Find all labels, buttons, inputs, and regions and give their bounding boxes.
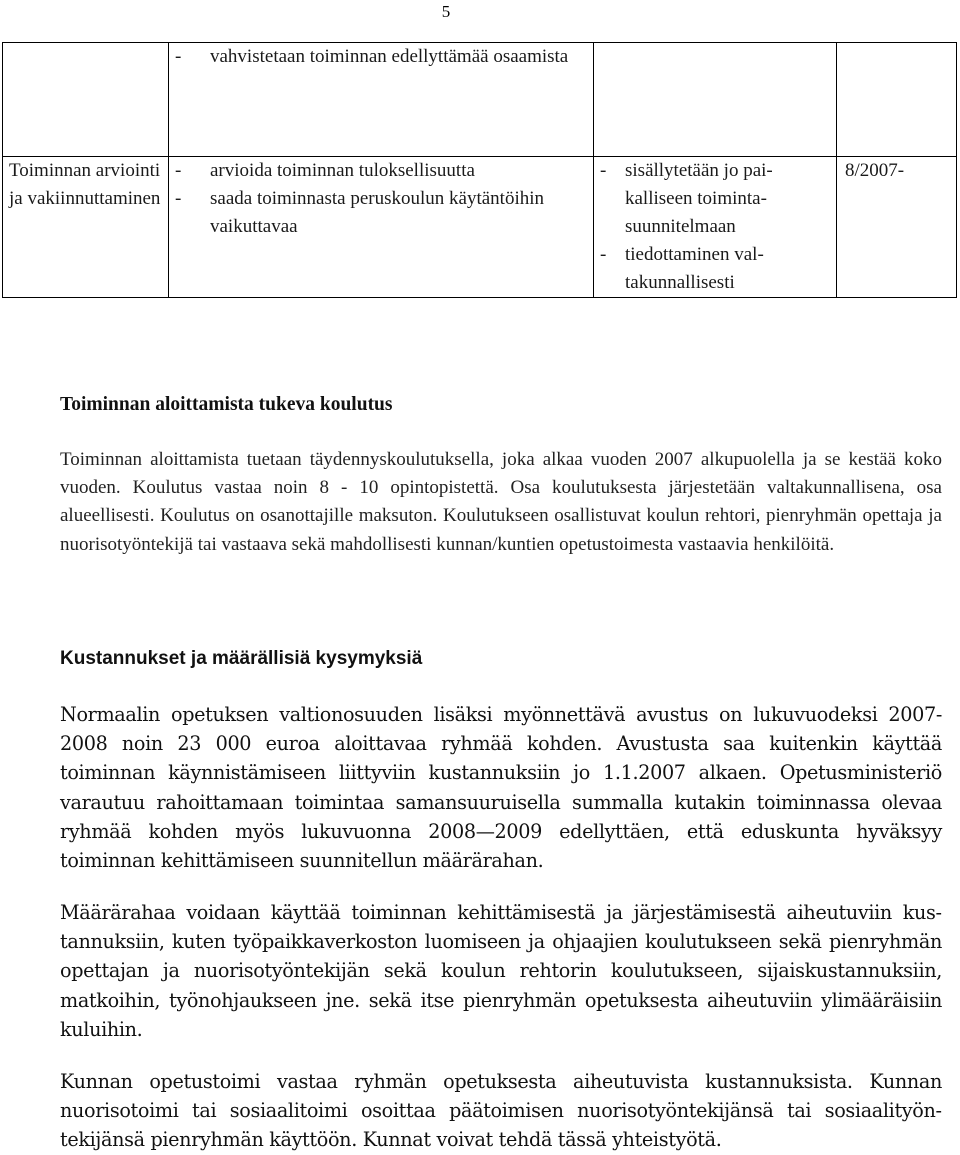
training-paragraph: Toiminnan aloittamista tuetaan täydennyskoulutuksella, joka alkaa vuoden 2007 alkupuolella ja se kestää koko vuoden. Koulutus vastaa noin 8 - 10 opintopistettä. Osa koulutuksesta järjestetään valtakunnallisena, osa alueellisesti. Koulutus on osanottajille maksuton. Koulutukseen osallistuvat koulun rehtori, pienryhmän opettaja ja nuorisotyöntekijä tai vastaava sekä mahdollisesti kunnan/kuntien opetustoimesta vastaavia henkilöitä. [60,449,942,555]
table-row [3,43,957,157]
measures-list [600,157,830,297]
table-cell-goals [169,157,594,298]
table-cell-goals [169,43,594,157]
table-cell-phase: Toiminnan arviointi ja vakiinnuttaminen [3,157,169,298]
table-cell-measures [594,157,837,298]
costs-paragraph-3: Kunnan opetustoimi vastaa ryhmän opetuksesta aiheutuvista kustannuksista. Kunnan nuorisotoimi tai sosiaalitoimi osoittaa päätoimisen nuorisotyöntekijänsä tai sosiaalityöntekijänsä pienryhmän käyttöön. Kunnat voivat tehdä tässä yhteistyötä. [60,1070,942,1152]
page-number: 5 [441,2,451,21]
table-cell-schedule [837,157,957,298]
section-heading-costs: Kustannukset ja määrällisiä kysymyksiä [60,648,423,669]
costs-paragraph-1: Normaalin opetuksen valtionosuuden lisäksi myönnettävä avustus on lukuvuodeksi 2007-2008 noin 23 000 euroa aloittavaa ryhmää kohden. Avustusta saa kuitenkin käyttää toiminnan käynnistämiseen liittyviin kustannuksiin jo 1.1.2007 alkaen. Opetusministeriö varautuu rahoittamaan toimintaa samansuuruisella summalla kutakin toiminnassa olevaa ryhmää kohden myös lukuvuonna 2008—2009 edellyttäen, että eduskunta hyväksyy toiminnan kehittämiseen suunnitellun määrärahan. [60,703,942,873]
list-item: - saada toiminnasta peruskoulun käytäntöihin vaikuttavaa [175,185,587,241]
action-plan-table [2,42,957,298]
goals-list [175,157,587,241]
table-cell-phase [3,43,169,157]
list-item: - arvioida toiminnan tuloksellisuutta [175,157,587,185]
table-cell-measures [594,43,837,157]
section-heading-training: Toiminnan aloittamista tukeva koulutus [60,394,393,415]
list-item: - vahvistetaan toiminnan edellyttämää osaamista [175,43,587,71]
table-row [3,157,957,298]
costs-paragraph-2: Määrärahaa voidaan käyttää toiminnan kehittämisestä ja järjestämisestä aiheutuviin kustannuksiin, kuten työpaikkaverkoston luomiseen ja ohjaajien koulutukseen sekä pienryhmän opettajan ja nuorisotyöntekijän sekä koulun rehtorin koulutukseen, sijaiskustannuksiin, matkoihin, työnohjaukseen jne. sekä itse pienryhmän opetuksesta aiheutuviin ylimääräisiin kuluihin. [60,901,942,1041]
list-item: - tiedottaminen valtakunnallisesti [600,241,830,297]
goals-list [175,43,587,71]
table-cell-schedule [837,43,957,157]
list-item: - sisällytetään jo paikalliseen toimintasuunnitelmaan [600,157,830,241]
schedule-date: 8/2007- [845,160,905,181]
